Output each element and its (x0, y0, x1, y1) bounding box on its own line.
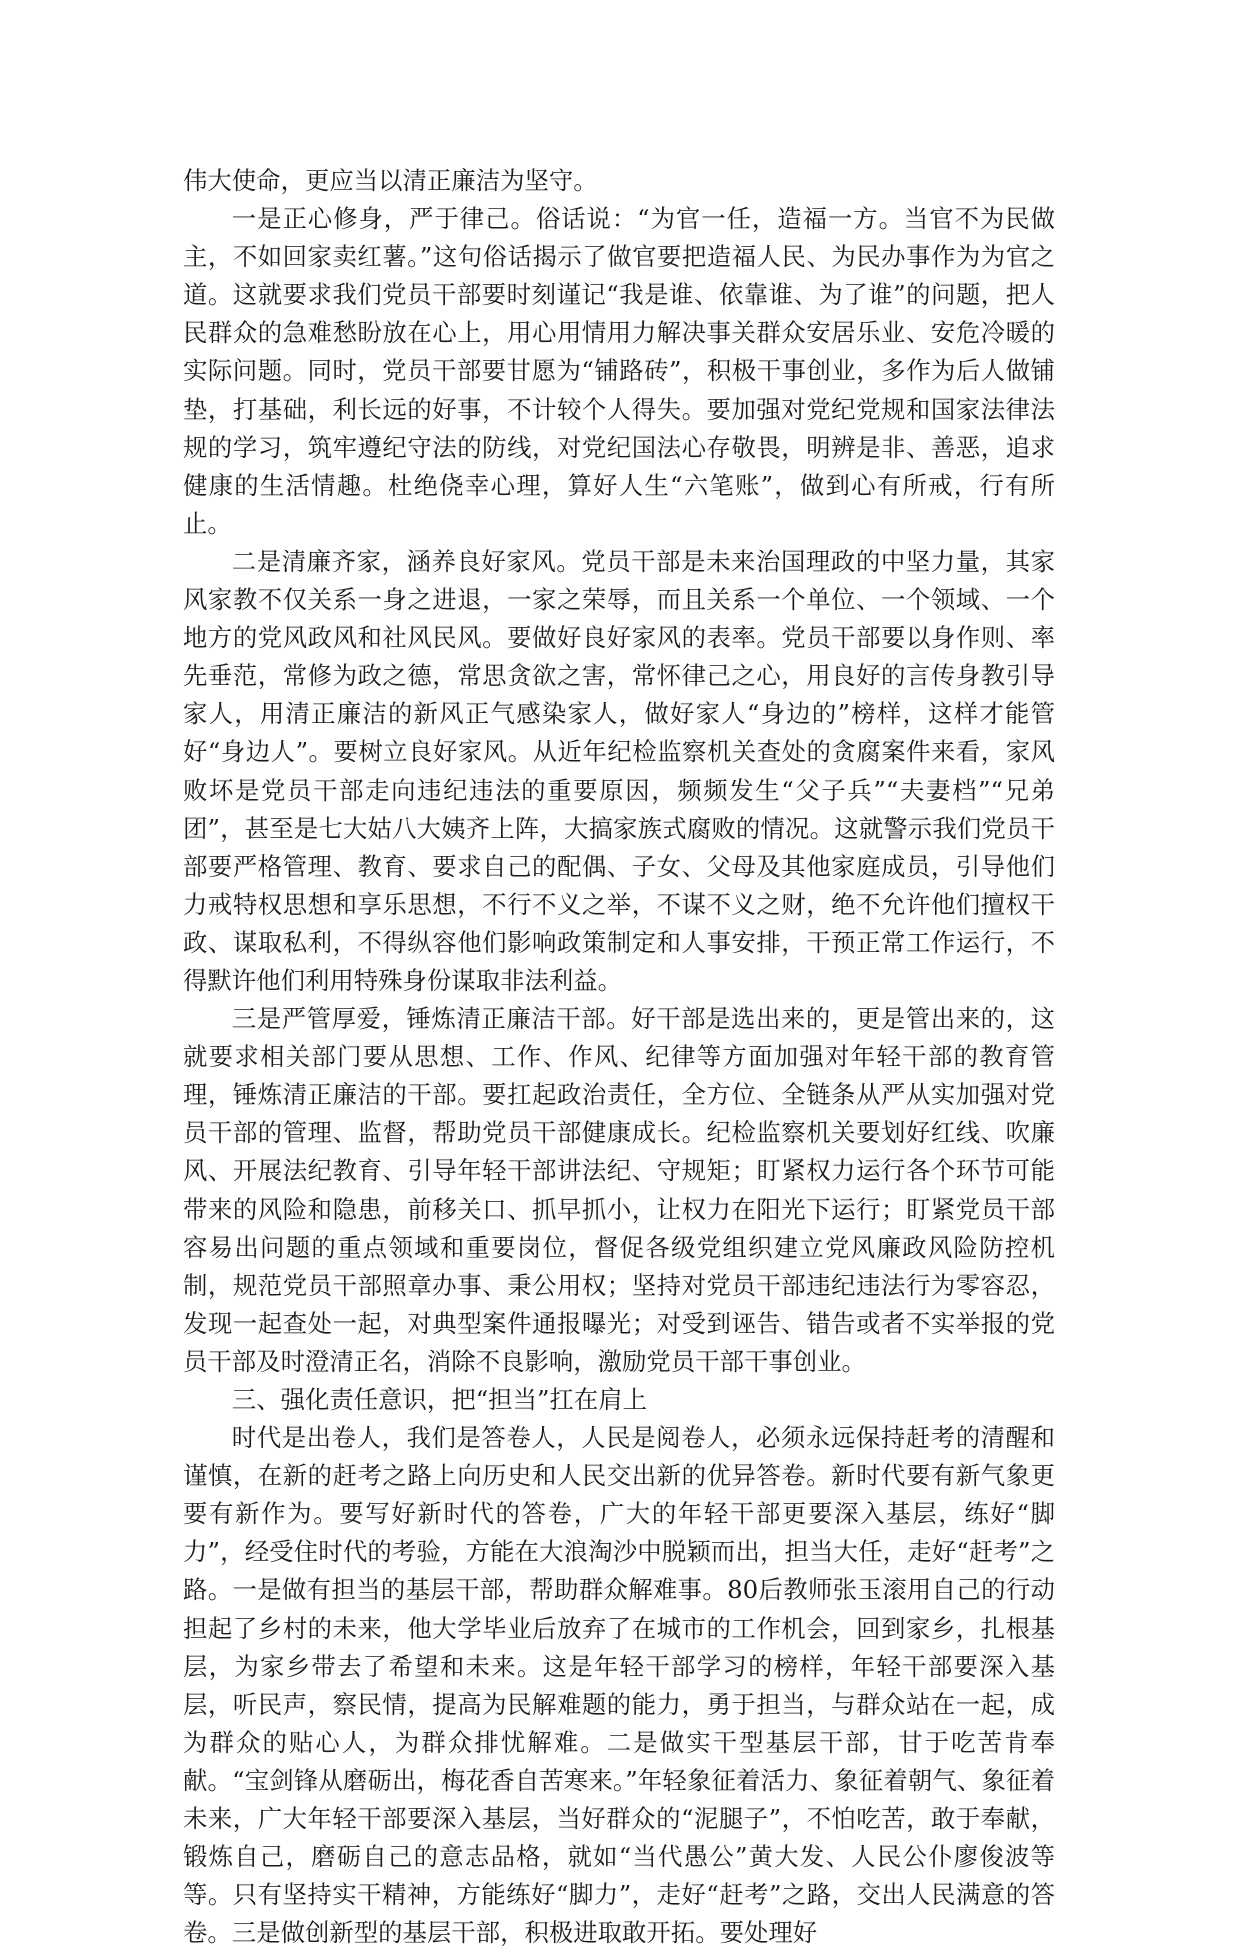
paragraph-continuation: 伟大使命，更应当以清正廉洁为坚守。 (183, 166, 598, 195)
paragraph-self-discipline: 一是正心修身，严于律己。俗话说：“为官一任，造福一方。当官不为民做主，不如回家卖红薯。”这句俗话揭示了做官要把造福人民、为民办事作为为官之道。这就要求我们党员干部要时刻谨记“我是谁、依靠谁、为了谁”的问题，把人民群众的急难愁盼放在心上，用心用情用力解决事关群众安居乐业、安危冷暖的实际问题。同时，党员干部要甘愿为“铺路砖”，积极干事创业，多作为后人做铺垫，打基础，利长远的好事，不计较个人得失。要加强对党纪党规和国家法律法规的学习，筑牢遵纪守法的防线，对党纪国法心存敬畏，明辨是非、善恶，追求健康的生活情趣。杜绝侥幸心理，算好人生“六笔账”，做到心有所戒，行有所止。 (183, 204, 1055, 538)
paragraph-era-exam: 时代是出卷人，我们是答卷人，人民是阅卷人，必须永远保持赶考的清醒和谨慎，在新的赶考之路上向历史和人民交出新的优异答卷。新时代要有新气象更要有新作为。要写好新时代的答卷，广大的年轻干部更要深入基层，练好“脚力”，经受住时代的考验，方能在大浪淘沙中脱颖而出，担当大任，走好“赶考”之路。一是做有担当的基层干部，帮助群众解难事。80后教师张玉滚用自己的行动担起了乡村的未来，他大学毕业后放弃了在城市的工作机会，回到家乡，扎根基层，为家乡带去了希望和未来。这是年轻干部学习的榜样，年轻干部要深入基层，听民声，察民情，提高为民解难题的能力，勇于担当，与群众站在一起，成为群众的贴心人，为群众排忧解难。二是做实干型基层干部，甘于吃苦肯奉献。“宝剑锋从磨砺出，梅花香自苦寒来。”年轻象征着活力、象征着朝气、象征着未来，广大年轻干部要深入基层，当好群众的“泥腿子”，不怕吃苦，敢于奉献，锻炼自己，磨砺自己的意志品格，就如“当代愚公”黄大发、人民公仆廖俊波等等。只有坚持实干精神，方能练好“脚力”，走好“赶考”之路，交出人民满意的答卷。三是做创新型的基层干部，积极进取敢开拓。要处理好 (183, 1423, 1055, 1948)
paragraph-family-style: 二是清廉齐家，涵养良好家风。党员干部是未来治国理政的中坚力量，其家风家教不仅关系一身之进退，一家之荣辱，而且关系一个单位、一个领域、一个地方的党风政风和社风民风。要做好良好家风的表率。党员干部要以身作则、率先垂范，常修为政之德，常思贪欲之害，常怀律己之心，用良好的言传身教引导家人，用清正廉洁的新风正气感染家人，做好家人“身边的”榜样，这样才能管好“身边人”。要树立良好家风。从近年纪检监察机关查处的贪腐案件来看，家风败坏是党员干部走向违纪违法的重要原因，频频发生“父子兵”“夫妻档”“兄弟团”，甚至是七大姑八大姨齐上阵，大搞家族式腐败的情况。这就警示我们党员干部要严格管理、教育、要求自己的配偶、子女、父母及其他家庭成员，引导他们力戒特权思想和享乐思想，不行不义之举，不谋不义之财，绝不允许他们擅权干政、谋取私利，不得纵容他们影响政策制定和人事安排，干预正常工作运行，不得默许他们利用特殊身份谋取非法利益。 (183, 546, 1055, 995)
document-page (183, 162, 1055, 1952)
paragraph-strict-management: 三是严管厚爱，锤炼清正廉洁干部。好干部是选出来的，更是管出来的，这就要求相关部门要从思想、工作、作风、纪律等方面加强对年轻干部的教育管理，锤炼清正廉洁的干部。要扛起政治责任，全方位、全链条从严从实加强对党员干部的管理、监督，帮助党员干部健康成长。纪检监察机关要划好红线、吹廉风、开展法纪教育、引导年轻干部讲法纪、守规矩；盯紧权力运行各个环节可能带来的风险和隐患，前移关口、抓早抓小，让权力在阳光下运行；盯紧党员干部容易出问题的重点领域和重要岗位，督促各级党组织建立党风廉政风险防控机制，规范党员干部照章办事、秉公用权；坚持对党员干部违纪违法行为零容忍，发现一起查处一起，对典型案件通报曝光；对受到诬告、错告或者不实举报的党员干部及时澄清正名，消除不良影响，激励党员干部干事创业。 (183, 1004, 1055, 1376)
section-heading-responsibility: 三、强化责任意识，把“担当”扛在肩上 (231, 1385, 647, 1414)
